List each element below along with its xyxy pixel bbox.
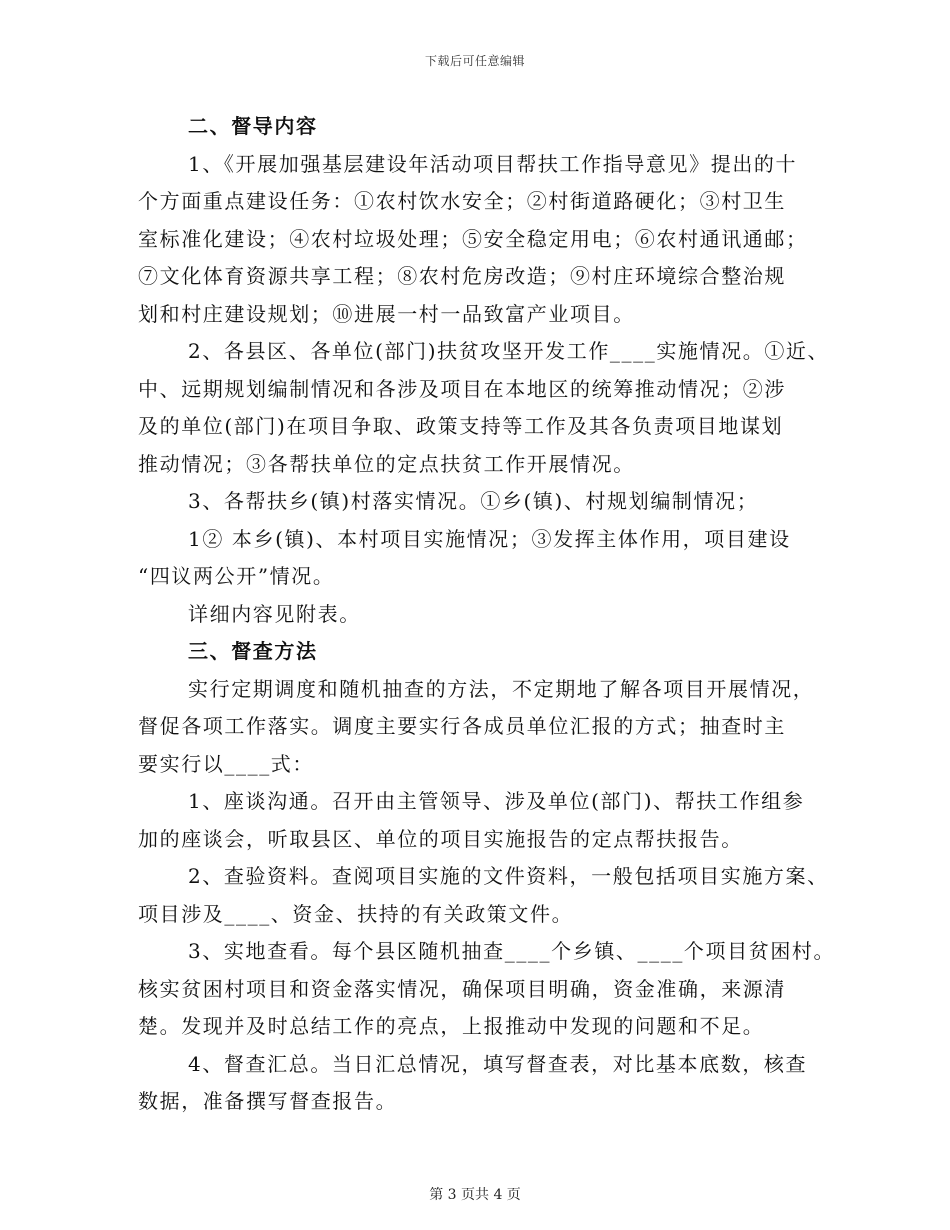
text-line: 中、远期规划编制情况和各涉及项目在本地区的统筹推动情况；②涉: [138, 376, 786, 401]
text-line: ⑦文化体育资源共享工程；⑧农村危房改造；⑨村庄环境综合整治规: [138, 264, 786, 288]
text-line: 及的单位(部门)在项目争取、政策支持等工作及其各负责项目地谋划: [138, 414, 784, 438]
text-line: 室标准化建设；④农村垃圾处理；⑤安全稳定用电；⑥农村通讯通邮；: [138, 226, 808, 251]
text-line: 核实贫困村项目和资金落实情况，确保项目明确，资金准确，来源清: [138, 976, 786, 1001]
text-line: 4、督查汇总。当日汇总情况，填写督查表，对比基本底数，核查: [188, 1051, 808, 1076]
text-line: 2、查验资料。查阅项目实施的文件资料，一般包括项目实施方案、: [188, 864, 829, 888]
text-line: 3、实地查看。每个县区随机抽查____个乡镇、____个项目贫困村。: [188, 939, 836, 963]
text-line: 1② 本乡(镇)、本村项目实施情况；③发挥主体作用，项目建设: [188, 526, 791, 551]
text-line: 1、座谈沟通。召开由主管领导、涉及单位(部门)、帮扶工作组参: [188, 789, 805, 813]
text-line: 详细内容见附表。: [188, 601, 361, 626]
text-line: 督促各项工作落实。调度主要实行各成员单位汇报的方式；抽查时主: [138, 714, 786, 738]
section-heading: 二、督导内容: [188, 114, 318, 138]
text-line: 实行定期调度和随机抽查的方法，不定期地了解各项目开展情况，: [188, 676, 815, 701]
text-line: 楚。发现并及时总结工作的亮点，上报推动中发现的问题和不足。: [138, 1014, 765, 1038]
section-heading: 三、督查方法: [188, 639, 318, 663]
text-line: 3、各帮扶乡(镇)村落实情况。①乡(镇)、村规划编制情况；: [188, 489, 759, 513]
text-line: 1、《开展加强基层建设年活动项目帮扶工作指导意见》提出的十: [188, 151, 798, 176]
text-line: 划和村庄建设规划；⑩进展一村一品致富产业项目。: [138, 301, 635, 326]
document-body: [138, 108, 836, 1121]
text-line: 数据，准备撰写督查报告。: [138, 1089, 398, 1113]
text-line: 个方面重点建设任务：①农村饮水安全；②村街道路硬化；③村卫生: [138, 189, 786, 213]
page-header: 下载后可任意编辑: [424, 54, 525, 68]
text-line: “四议两公开”情况。: [138, 564, 335, 588]
page-footer: 第 3 页共 4 页: [429, 1187, 521, 1203]
text-line: 2、各县区、各单位(部门)扶贫攻坚开发工作____实施情况。①近、: [188, 339, 830, 363]
text-line: 项目涉及____、资金、扶持的有关政策文件。: [138, 901, 574, 926]
text-line: 加的座谈会，听取县区、单位的项目实施报告的定点帮扶报告。: [138, 826, 743, 851]
text-line: 推动情况；③各帮扶单位的定点扶贫工作开展情况。: [138, 451, 635, 476]
text-line: 要实行以____式：: [138, 751, 314, 776]
